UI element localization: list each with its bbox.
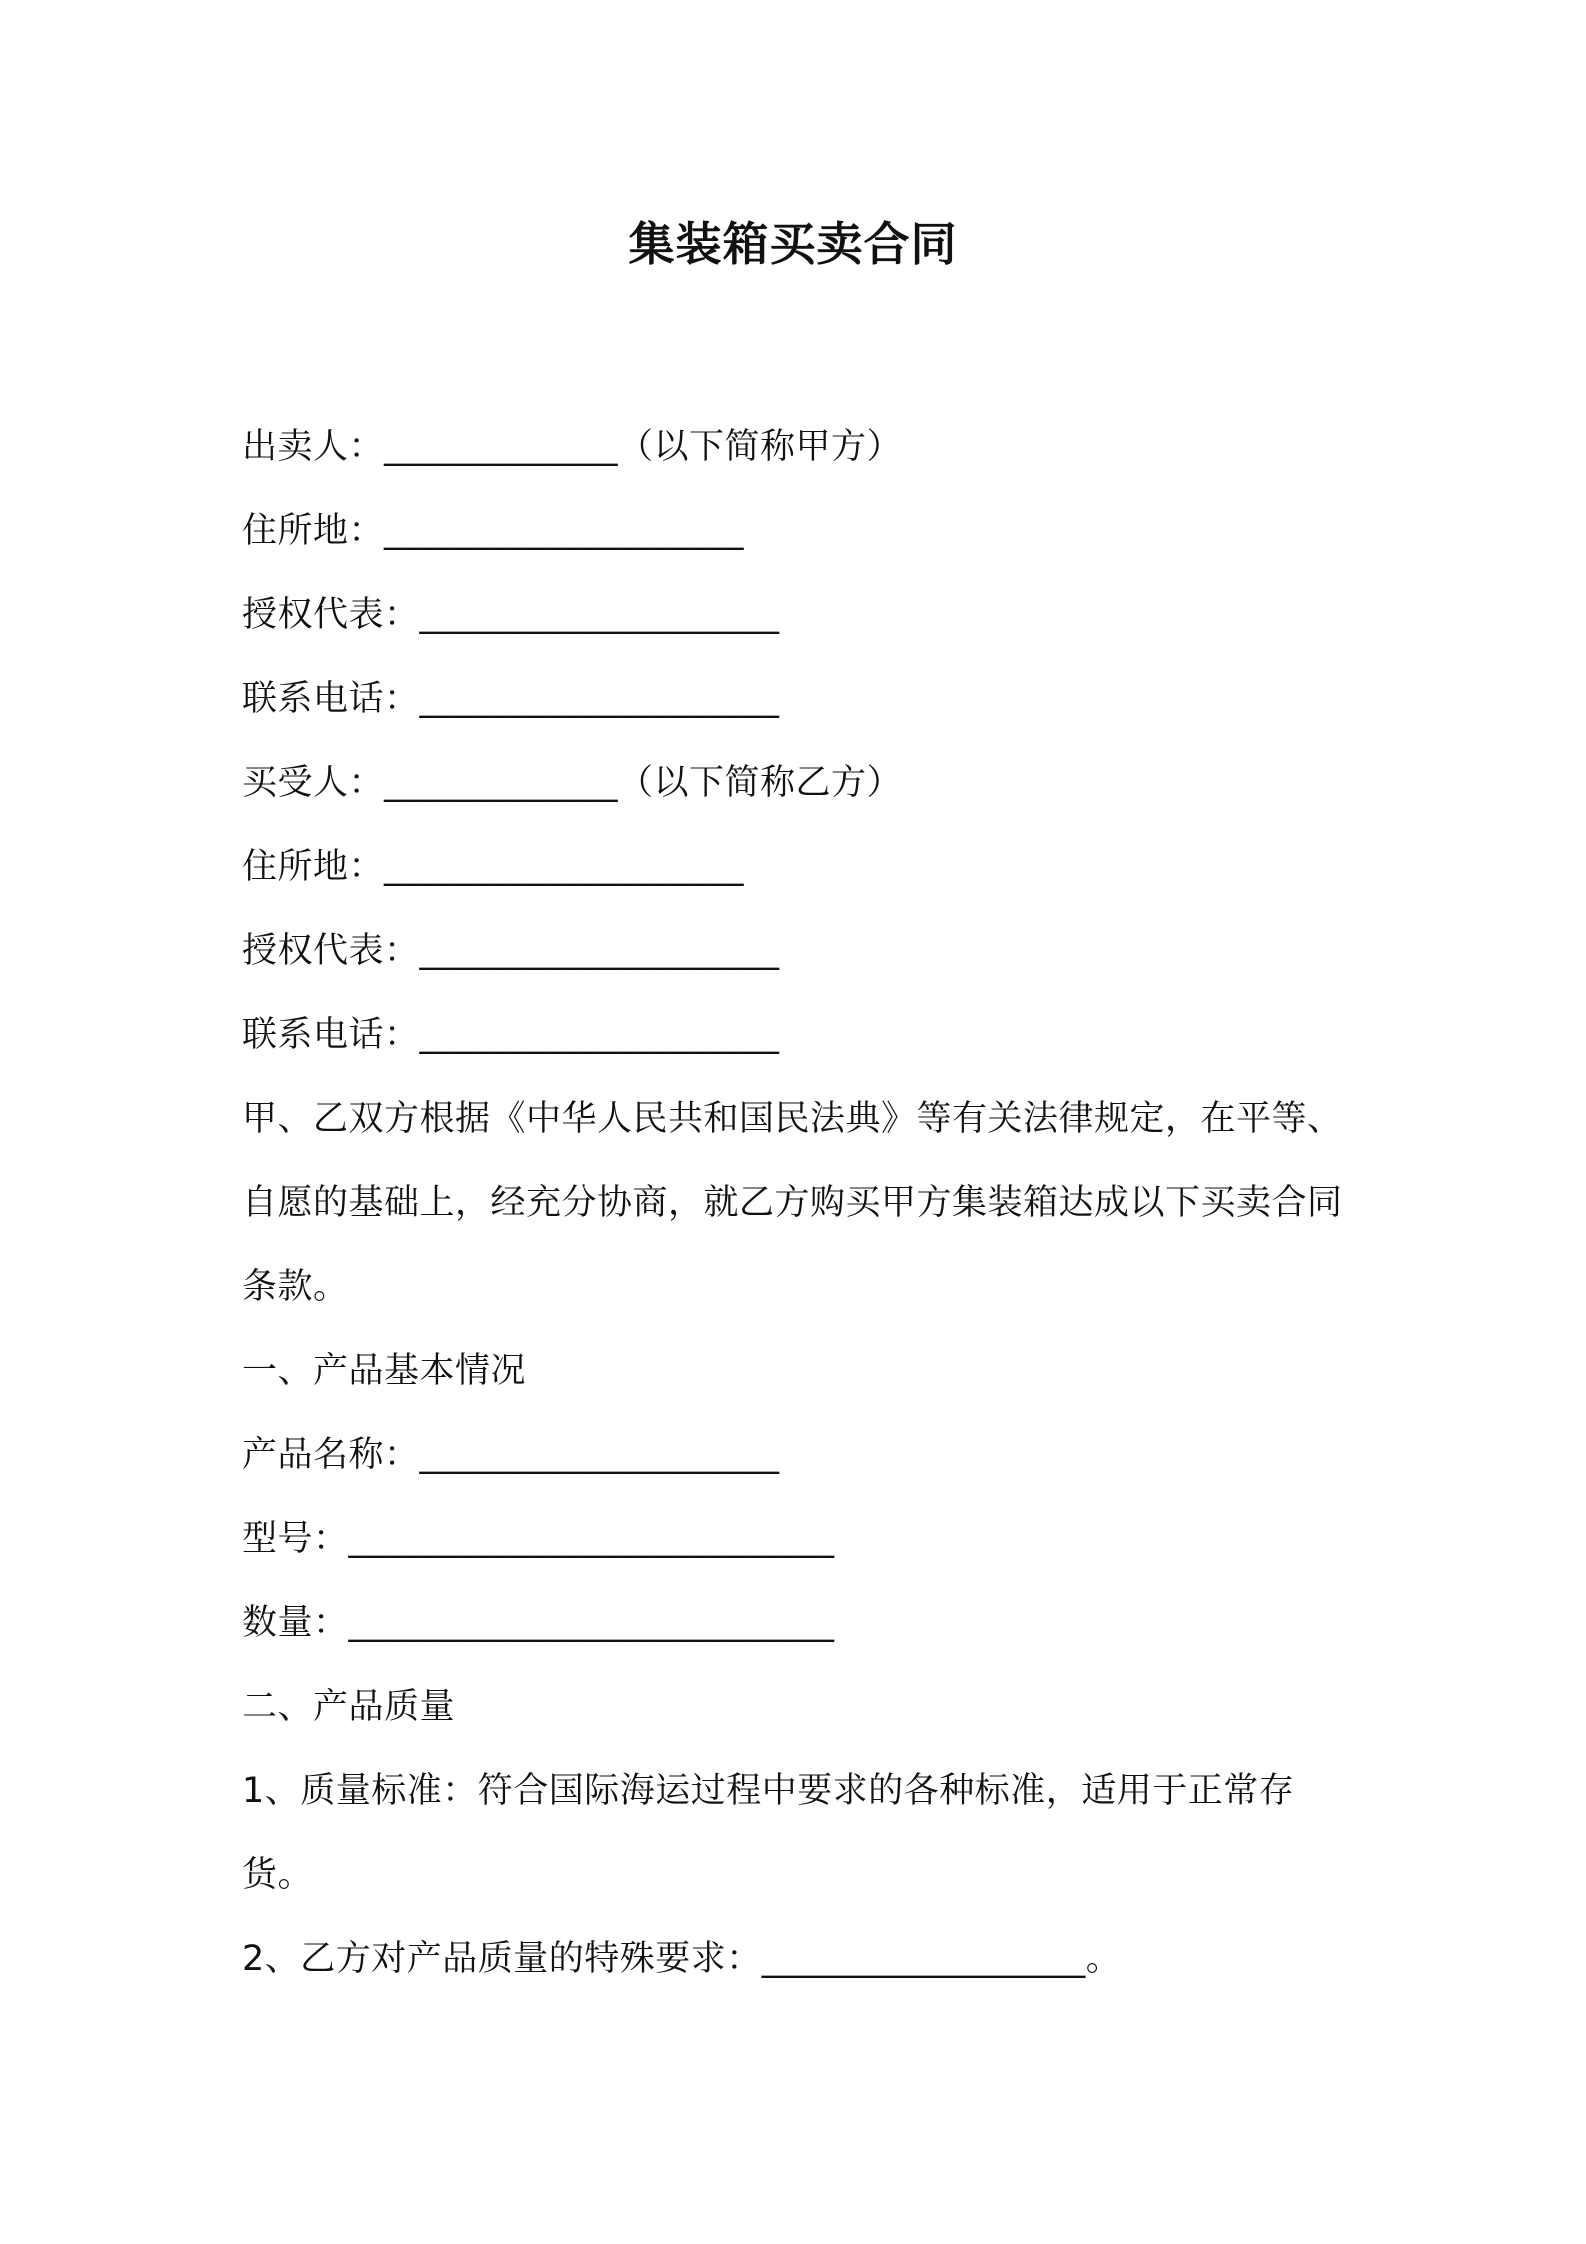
buyer-representative-line: 授权代表：____________________ [242, 931, 780, 971]
seller-name-line: 出卖人：_____________（以下简称甲方） [242, 427, 903, 467]
product-model-line: 型号：___________________________ [242, 1519, 835, 1559]
section-2-heading: 二、产品质量 [242, 1687, 456, 1727]
intro-paragraph: 甲、乙双方根据《中华人民共和国民法典》等有关法律规定，在平等、自愿的基础上，经充分协商，就乙方购买甲方集装箱达成以下买卖合同条款。 [242, 1099, 1343, 1307]
seller-address-line: 住所地：____________________ [242, 511, 745, 551]
quality-standard-clause: 1、质量标准：符合国际海运过程中要求的各种标准，适用于正常存货。 [242, 1771, 1295, 1895]
buyer-name-line: 买受人：_____________（以下简称乙方） [242, 763, 903, 803]
product-quantity-line: 数量：___________________________ [242, 1603, 835, 1643]
section-1-heading: 一、产品基本情况 [242, 1351, 527, 1391]
buyer-phone-line: 联系电话：____________________ [242, 1015, 780, 1055]
seller-phone-line: 联系电话：____________________ [242, 679, 780, 719]
document-title: 集装箱买卖合同 [628, 217, 958, 271]
special-quality-requirement-clause: 2、乙方对产品质量的特殊要求：__________________。 [242, 1939, 1122, 1979]
document-body [242, 405, 1362, 2001]
seller-representative-line: 授权代表：____________________ [242, 595, 780, 635]
product-name-line: 产品名称：____________________ [242, 1435, 780, 1475]
buyer-address-line: 住所地：____________________ [242, 847, 745, 887]
